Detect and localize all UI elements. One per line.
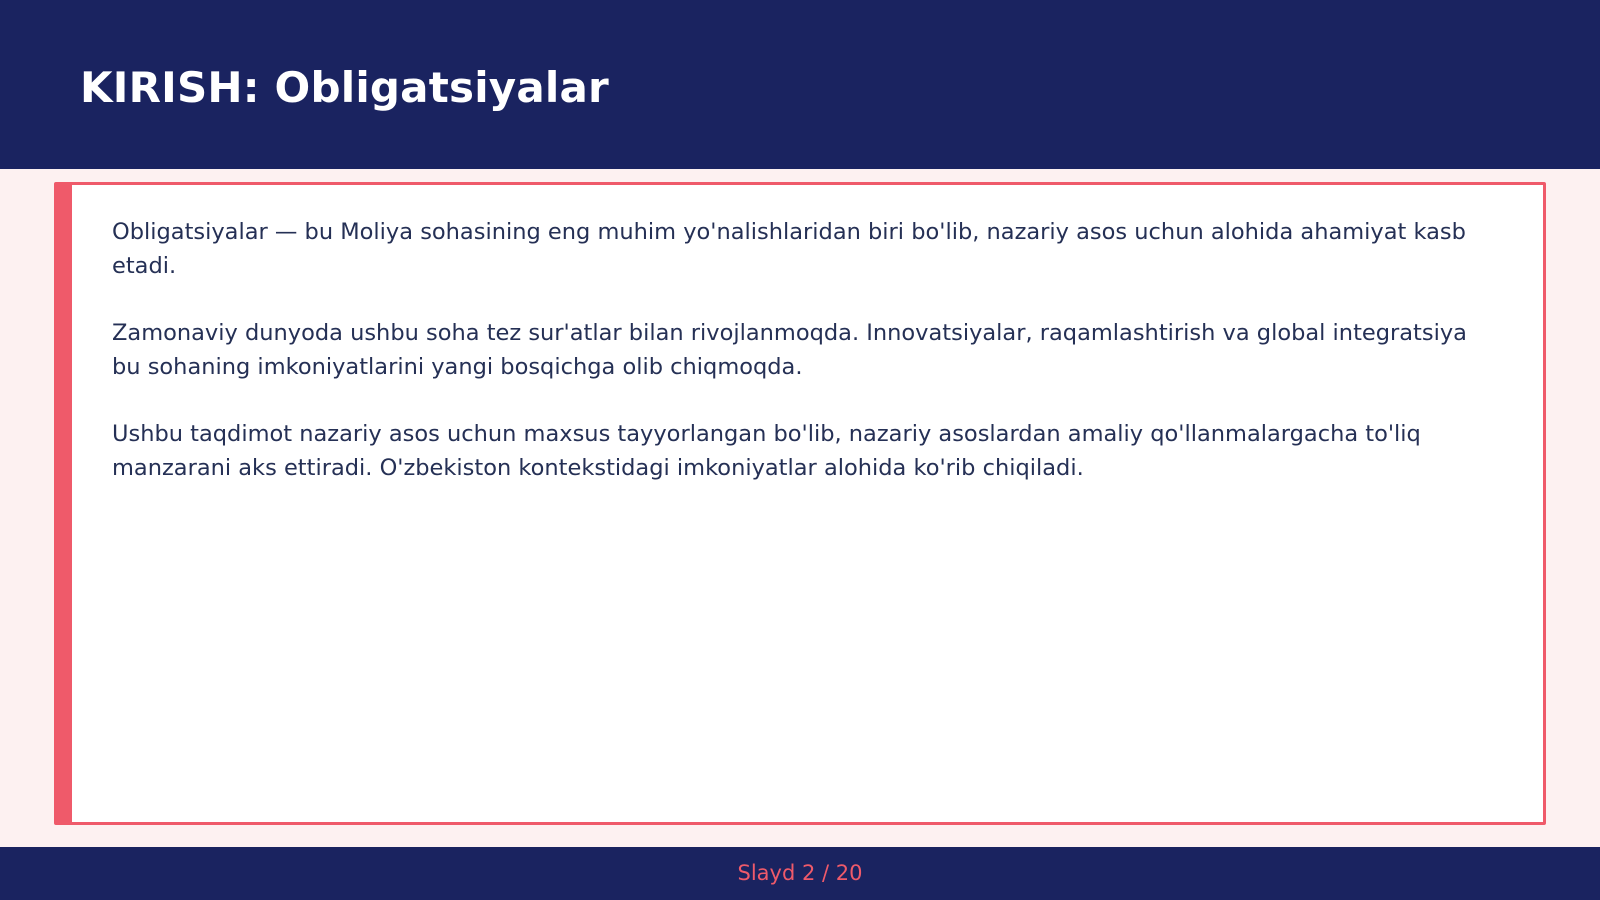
content-body: [112, 215, 1492, 518]
content-card: [54, 182, 1546, 825]
slide-title: KIRISH: Obligatsiyalar: [80, 63, 609, 112]
slide-footer: [0, 847, 1600, 900]
slide-counter: Slayd 2 / 20: [737, 861, 863, 885]
modern-world-paragraph: Zamonaviy dunyoda ushbu soha tez sur'atlar bilan rivojlanmoqda. Innovatsiyalar, raqamlashtirish va global integratsiya bu sohaning imkoniyatlarini yangi bosqichga olib chiqmoqda.: [112, 320, 1467, 380]
slide-header: [0, 0, 1600, 169]
presentation-purpose-paragraph: Ushbu taqdimot nazariy asos uchun maxsus tayyorlangan bo'lib, nazariy asoslardan amaliy qo'llanmalargacha to'liq manzarani aks ettiradi. O'zbekiston kontekstidagi imkoniyatlar alohida ko'rib chiqiladi.: [112, 421, 1421, 481]
intro-paragraph: Obligatsiyalar — bu Moliya sohasining eng muhim yo'nalishlaridan biri bo'lib, nazariy asos uchun alohida ahamiyat kasb etadi.: [112, 219, 1466, 279]
